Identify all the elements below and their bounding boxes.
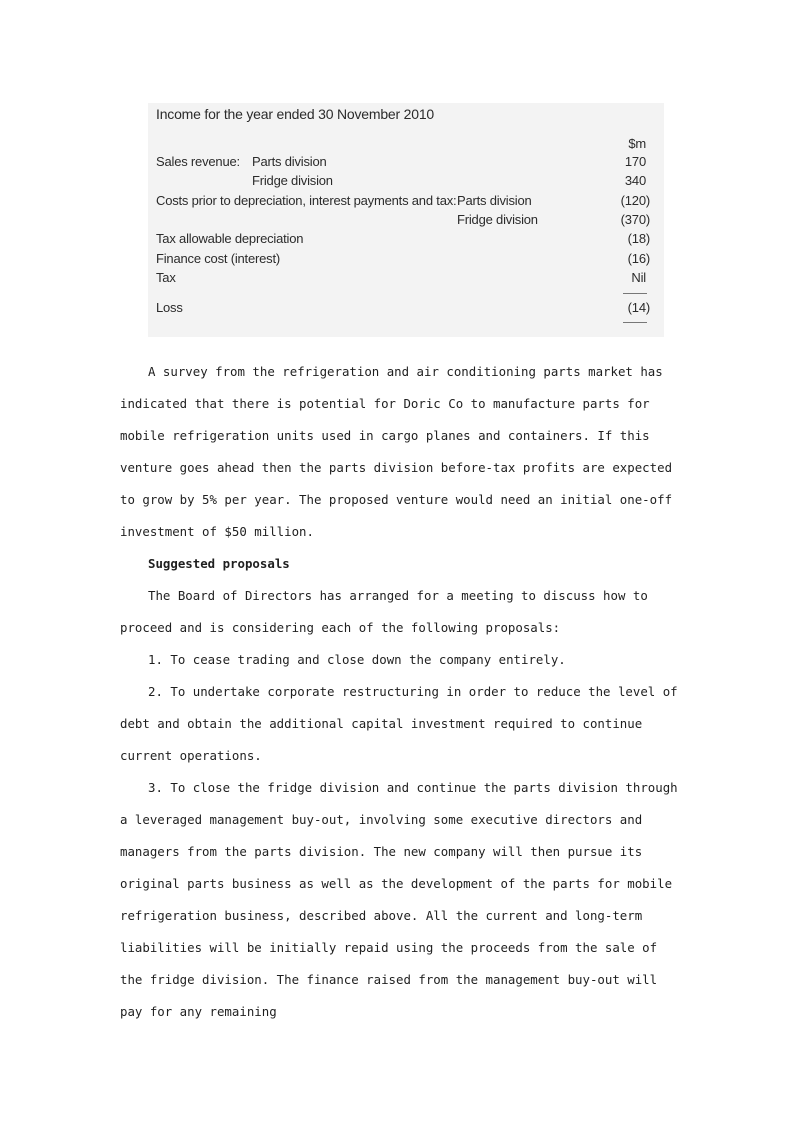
total-rule — [623, 322, 647, 323]
costs-parts-value: (120) — [620, 193, 650, 208]
board-paragraph: The Board of Directors has arranged for a meeting to discuss how to proceed and is considering each of the following proposals: — [120, 588, 648, 635]
proposal-1: 1. To cease trading and close down the company entirely. — [148, 652, 566, 667]
costs-fridge-value: (370) — [620, 212, 650, 227]
tax-label: Tax — [156, 270, 176, 285]
unit-header: $m — [628, 136, 646, 151]
costs-fridge-label: Fridge division — [457, 212, 538, 227]
loss-value: (14) — [627, 300, 650, 315]
proposal-3: 3. To close the fridge division and continue the parts division through a leveraged management buy-out, involving some executive directors and managers from the parts division. The new company will then pursue its original parts business as well as the development of the parts for mobile refrigeration business, described above. All the current and long-term liabilities will be initially repaid using the proceeds from the sale of the fridge division. The finance raised from the management buy-out will pay for any remaining — [120, 780, 678, 1019]
finance-cost-value: (16) — [627, 251, 650, 266]
loss-label: Loss — [156, 300, 183, 315]
fridge-division-label: Fridge division — [252, 173, 333, 188]
survey-paragraph: A survey from the refrigeration and air conditioning parts market has indicated that there is potential for Doric Co to manufacture parts for mobile refrigeration units used in cargo planes and containers. If this venture goes ahead then the parts division before-tax profits are expected to grow by 5% per year. The proposed venture would need an initial one-off investment of $50 million. — [120, 364, 673, 539]
costs-label: Costs prior to depreciation, interest payments and tax: — [156, 193, 457, 208]
depreciation-label: Tax allowable depreciation — [156, 231, 304, 246]
section-heading: Suggested proposals — [148, 556, 290, 571]
subtotal-rule — [623, 293, 647, 294]
parts-division-label: Parts division — [252, 154, 327, 169]
finance-cost-label: Finance cost (interest) — [156, 251, 281, 266]
proposal-2: 2. To undertake corporate restructuring in order to reduce the level of debt and obtain the additional capital investment required to continue current operations. — [120, 684, 678, 763]
parts-division-value: 170 — [624, 154, 646, 169]
tax-value: Nil — [631, 270, 646, 285]
sales-revenue-label: Sales revenue: — [156, 154, 240, 169]
depreciation-value: (18) — [627, 231, 650, 246]
body-text — [120, 356, 680, 1028]
income-statement-table — [148, 103, 664, 337]
costs-parts-label: Parts division — [457, 193, 532, 208]
table-title: Income for the year ended 30 November 2010 — [156, 106, 434, 122]
fridge-division-value: 340 — [624, 173, 646, 188]
